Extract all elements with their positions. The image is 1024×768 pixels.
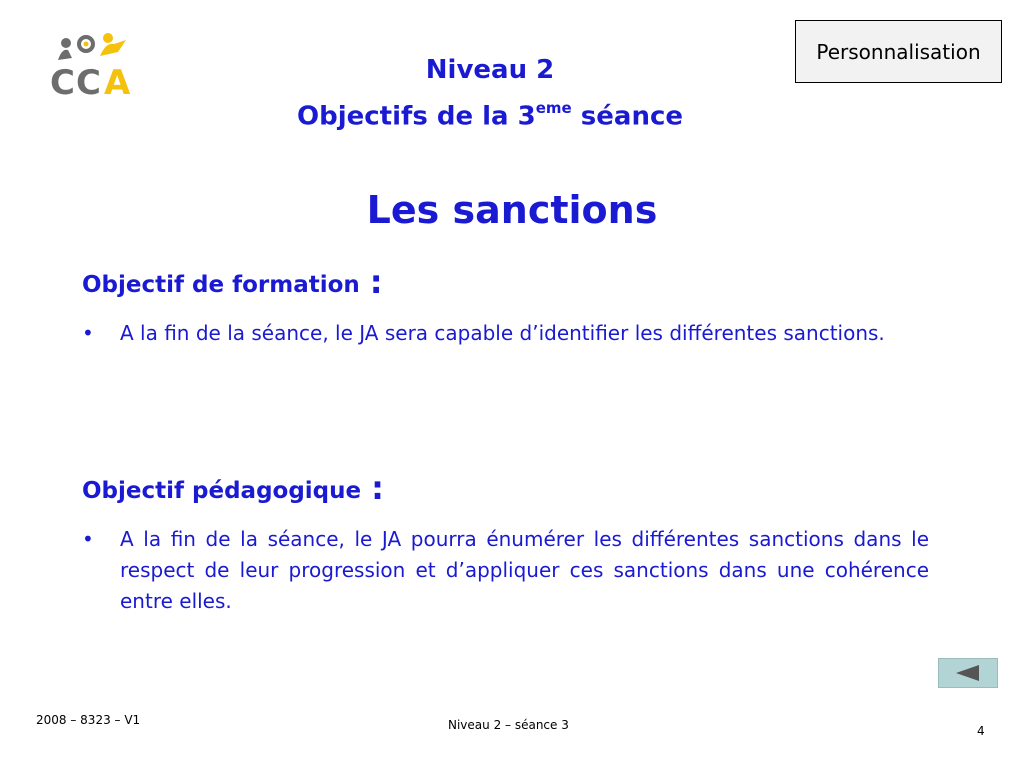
objective-heading-pedagogique bbox=[82, 468, 384, 506]
section-title: Les sanctions bbox=[366, 188, 658, 232]
heading-colon: : bbox=[371, 469, 384, 507]
objective-heading-label: Objectif de formation bbox=[82, 272, 360, 298]
header-subtitle bbox=[240, 90, 740, 137]
header-superscript: eme bbox=[535, 99, 572, 117]
back-button[interactable] bbox=[938, 658, 998, 688]
header-level: Niveau 2 bbox=[425, 55, 555, 85]
footer-version: 2008 – 8323 – V1 bbox=[36, 713, 141, 727]
header-subtitle-prefix: Objectifs de la 3 bbox=[297, 101, 536, 132]
list-item bbox=[82, 524, 929, 617]
list-item bbox=[82, 318, 929, 349]
slide-header bbox=[240, 50, 740, 137]
cca-logo-icon bbox=[48, 30, 148, 100]
logo-letter-c2: C bbox=[76, 63, 101, 100]
heading-colon: : bbox=[369, 263, 383, 301]
header-subtitle-suffix: séance bbox=[571, 101, 683, 132]
logo-letter-a: A bbox=[104, 63, 131, 100]
objective-text-pedagogique: A la fin de la séance, le JA pourra énumérer les différentes sanctions dans le respect de leur progression et d’appliquer ces sanctions dans une cohérence entre elles. bbox=[120, 527, 929, 613]
bullet-icon: • bbox=[82, 321, 94, 345]
footer-session: Niveau 2 – séance 3 bbox=[448, 718, 569, 732]
logo-letter-c1: C bbox=[50, 63, 75, 100]
page-number: 4 bbox=[977, 724, 985, 738]
objective-heading-label: Objectif pédagogique bbox=[82, 478, 362, 504]
personnalisation-badge: Personnalisation bbox=[795, 20, 1002, 83]
objective-heading-formation bbox=[82, 262, 383, 300]
bullet-icon: • bbox=[82, 527, 94, 551]
objective-text-formation: A la fin de la séance, le JA sera capable d’identifier les différentes sanctions. bbox=[120, 321, 885, 345]
back-arrow-icon bbox=[953, 663, 983, 683]
